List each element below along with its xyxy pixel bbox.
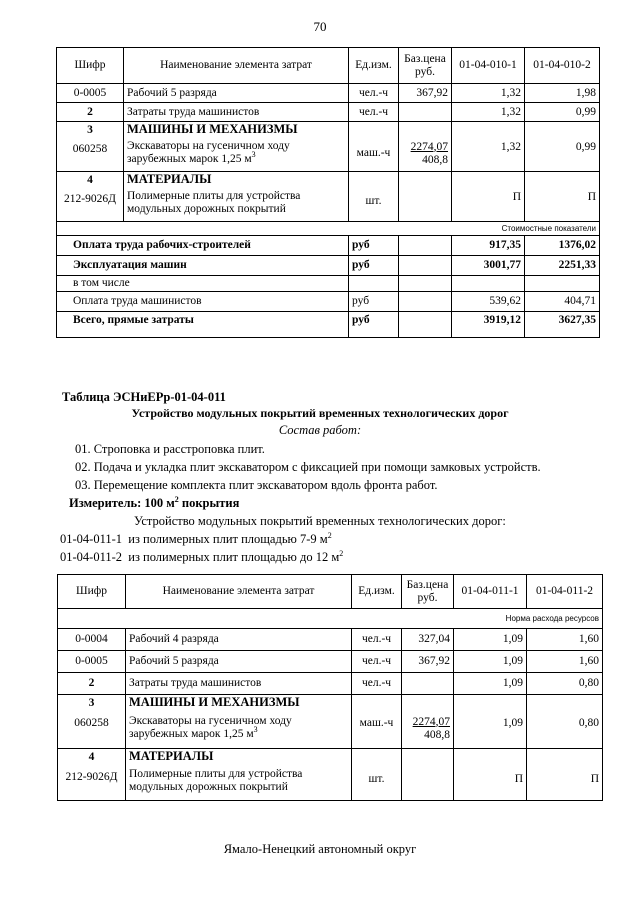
machines-group-row — [58, 695, 603, 749]
row-code: 0-0005 — [58, 651, 126, 673]
header-code: Шифр — [58, 575, 126, 609]
machines-group-title: МАШИНЫ И МЕХАНИЗМЫ — [127, 122, 298, 136]
cost-header: Стоимостные показатели — [57, 222, 600, 236]
row-unit: чел.-ч — [349, 103, 399, 122]
row-value-1: 1,09 — [454, 629, 527, 651]
material-value-1: П — [454, 749, 527, 801]
row-price — [402, 673, 454, 695]
cost-row — [57, 236, 600, 256]
work-step: 01. Строповка и расстроповка плит. — [75, 442, 265, 456]
materials-group-number: 4 — [88, 751, 95, 763]
table-header-row — [58, 575, 603, 609]
materials-group-row — [58, 749, 603, 801]
machines-group-number: 3 — [87, 124, 93, 136]
header-price: Баз.цена руб. — [402, 575, 454, 609]
row-value-2: 1,60 — [527, 651, 603, 673]
machines-group-number: 3 — [88, 697, 95, 709]
table-row — [58, 629, 603, 651]
machines-group-title: МАШИНЫ И МЕХАНИЗМЫ — [129, 695, 300, 709]
table-row — [57, 84, 600, 103]
page-footer: Ямало-Ненецкий автономный округ — [223, 842, 417, 856]
header-col1: 01-04-010-1 — [452, 48, 525, 84]
row-name: Рабочий 5 разряда — [126, 651, 352, 673]
cost-value-2: 1376,02 — [525, 236, 600, 256]
header-name: Наименование элемента затрат — [124, 48, 349, 84]
cost-value-2: 404,71 — [525, 292, 600, 312]
row-code: 2 — [58, 673, 126, 695]
row-value-2: 1,98 — [525, 84, 600, 103]
machine-value-2: 0,80 — [527, 695, 603, 749]
header-unit: Ед.изм. — [349, 48, 399, 84]
materials-group-number: 4 — [87, 174, 93, 186]
cost-value-1: 917,35 — [452, 236, 525, 256]
cost-unit: руб — [349, 236, 399, 256]
material-value-2: П — [525, 172, 600, 222]
row-value-1: 1,32 — [452, 84, 525, 103]
machine-code: 060258 — [74, 717, 109, 729]
row-price: 367,92 — [399, 84, 452, 103]
machine-name-sup: 3 — [253, 725, 258, 735]
material-code: 212-9026Д — [64, 193, 116, 205]
machine-name: Экскаваторы на гусеничном ходу зарубежных марок 1,25 м — [127, 140, 290, 165]
header-price: Баз.цена руб. — [399, 48, 452, 84]
row-name: Затраты труда машинистов — [124, 103, 349, 122]
cost-header-row — [57, 222, 600, 236]
variant-text: из полимерных плит площадью до 12 м — [128, 550, 340, 564]
composition-label: Состав работ: — [278, 423, 362, 437]
cost-value-1: 539,62 — [452, 292, 525, 312]
machine-price-1: 2274,07 — [412, 715, 450, 728]
resource-table-2 — [57, 574, 603, 801]
machine-unit: маш.-ч — [352, 695, 402, 749]
row-value-2: 1,60 — [527, 629, 603, 651]
row-price: 367,92 — [402, 651, 454, 673]
header-col1: 01-04-011-1 — [454, 575, 527, 609]
row-code: 0-0005 — [57, 84, 124, 103]
machine-name: Экскаваторы на гусеничном ходу зарубежных марок 1,25 м — [129, 715, 292, 740]
cost-row — [57, 256, 600, 276]
cost-row — [57, 312, 600, 338]
machine-value-1: 1,32 — [452, 122, 525, 172]
row-value-1: 1,32 — [452, 103, 525, 122]
row-value-2: 0,99 — [525, 103, 600, 122]
cost-name: в том числе — [57, 276, 349, 292]
row-name: Рабочий 5 разряда — [124, 84, 349, 103]
page-number: 70 — [313, 19, 327, 34]
norm-header-row — [58, 609, 603, 629]
section-table-title: Таблица ЭСНиЕРр-01-04-011 — [62, 390, 226, 404]
header-name: Наименование элемента затрат — [126, 575, 352, 609]
cost-unit: руб — [349, 312, 399, 338]
machine-price-2: 408,8 — [424, 728, 450, 741]
materials-group-title: МАТЕРИАЛЫ — [127, 172, 212, 186]
header-col2: 01-04-011-2 — [527, 575, 603, 609]
cost-name: Оплата труда рабочих-строителей — [57, 236, 349, 256]
row-unit: чел.-ч — [352, 629, 402, 651]
row-code: 2 — [57, 103, 124, 122]
cost-value-1: 3919,12 — [452, 312, 525, 338]
cost-row — [57, 292, 600, 312]
resource-table-1 — [56, 47, 600, 338]
variant-item: 01-04-011-1 из полимерных плит площадью 7-9 $м^2$ — [60, 530, 332, 546]
materials-group-title: МАТЕРИАЛЫ — [129, 749, 214, 763]
machine-price-2: 408,8 — [422, 153, 448, 166]
material-value-2: П — [527, 749, 603, 801]
variant-code: 01-04-011-1 — [60, 532, 123, 546]
cost-row — [57, 276, 600, 292]
cost-name: Всего, прямые затраты — [57, 312, 349, 338]
table-header-row — [57, 48, 600, 84]
row-name: Рабочий 4 разряда — [126, 629, 352, 651]
header-unit: Ед.изм. — [352, 575, 402, 609]
header-code: Шифр — [57, 48, 124, 84]
cost-unit: руб — [349, 256, 399, 276]
material-unit: шт. — [349, 172, 399, 222]
row-unit: чел.-ч — [352, 673, 402, 695]
cost-name: Эксплуатация машин — [57, 256, 349, 276]
machine-value-1: 1,09 — [454, 695, 527, 749]
machine-price-1: 2274,07 — [410, 140, 448, 153]
cost-unit: руб — [349, 292, 399, 312]
material-name: Полимерные плиты для устройства модульных дорожных покрытий — [129, 768, 303, 793]
meter-label: Измеритель: 100 $м^2$ покрытия — [69, 494, 240, 510]
materials-group-row — [57, 172, 600, 222]
header-col2: 01-04-010-2 — [525, 48, 600, 84]
variant-item: 01-04-011-2 из полимерных плит площадью до 12 $м^2$ — [60, 548, 344, 564]
table-row — [57, 103, 600, 122]
row-unit: чел.-ч — [349, 84, 399, 103]
row-code: 0-0004 — [58, 629, 126, 651]
variant-text: из полимерных плит площадью 7-9 м — [128, 532, 328, 546]
row-value-1: 1,09 — [454, 651, 527, 673]
norm-header: Норма расхода ресурсов — [58, 609, 603, 629]
machine-code: 060258 — [72, 143, 108, 155]
row-price: 327,04 — [402, 629, 454, 651]
work-step: 03. Перемещение комплекта плит экскаватором вдоль фронта работ. — [75, 478, 438, 492]
row-value-2: 0,80 — [527, 673, 603, 695]
row-price — [399, 103, 452, 122]
section-title: Устройство модульных покрытий временных технологических дорог — [131, 406, 509, 420]
row-value-1: 1,09 — [454, 673, 527, 695]
variants-intro: Устройство модульных покрытий временных технологических дорог: — [134, 514, 506, 528]
machine-value-2: 0,99 — [525, 122, 600, 172]
machines-group-row — [57, 122, 600, 172]
material-value-1: П — [452, 172, 525, 222]
cost-value-2: 3627,35 — [525, 312, 600, 338]
cost-name: Оплата труда машинистов — [57, 292, 349, 312]
table-row — [58, 673, 603, 695]
row-name: Затраты труда машинистов — [126, 673, 352, 695]
machine-name-sup: 3 — [251, 150, 256, 160]
material-code: 212-9026Д — [65, 771, 118, 783]
material-unit: шт. — [352, 749, 402, 801]
table-row — [58, 651, 603, 673]
cost-value-1: 3001,77 — [452, 256, 525, 276]
machine-unit: маш.-ч — [349, 122, 399, 172]
variant-code: 01-04-011-2 — [60, 550, 123, 564]
material-name: Полимерные плиты для устройства модульных дорожных покрытий — [127, 190, 301, 215]
work-step: 02. Подача и укладка плит экскаватором с фиксацией при помощи замковых устройств. — [75, 460, 541, 474]
cost-value-2: 2251,33 — [525, 256, 600, 276]
row-unit: чел.-ч — [352, 651, 402, 673]
